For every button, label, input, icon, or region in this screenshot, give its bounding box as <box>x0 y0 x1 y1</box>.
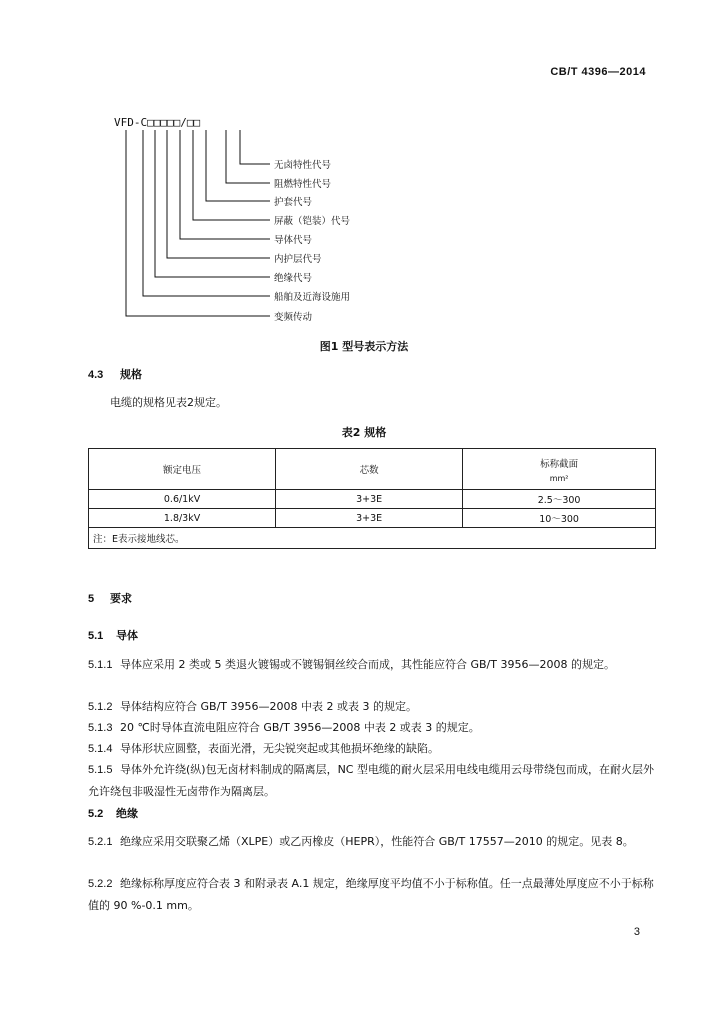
clause-text: 20 ℃时导体直流电阻应符合 GB/T 3956—2008 中表 2 或表 3 的规定。 <box>120 721 480 734</box>
section-title: 要求 <box>110 592 132 605</box>
cell-voltage: 0.6/1kV <box>89 490 276 509</box>
legend-variable-frequency: 变频传动 <box>274 312 313 323</box>
model-code-bracket-diagram <box>0 0 728 340</box>
legend-shield-armour: 屏蔽（铠装）代号 <box>274 216 351 227</box>
header-cores: 芯数 <box>276 449 463 490</box>
figure-caption: 图1 型号表示方法 <box>319 340 409 353</box>
section-heading-5-1 <box>88 627 138 643</box>
clause-number: 5.1.4 <box>88 743 113 755</box>
clause-5-1-5 <box>88 759 658 802</box>
cell-cores: 3+3E <box>276 490 463 509</box>
section-number: 5.2 <box>88 808 104 820</box>
section-heading-5-2 <box>88 805 138 821</box>
table-header-row <box>89 449 656 490</box>
clause-5-2-1 <box>88 831 658 853</box>
bracket-line-1 <box>240 130 270 164</box>
clause-number: 5.1.3 <box>88 722 113 734</box>
model-code: VFD-C□□□□□/□□ <box>114 116 201 129</box>
legend-inner-sheath: 内护层代号 <box>274 254 322 265</box>
standard-number: CB/T 4396—2014 <box>550 66 646 78</box>
cell-section: 10～300 <box>463 509 656 528</box>
table-note: 注：E表示接地线芯。 <box>89 528 656 549</box>
legend-conductor: 导体代号 <box>274 235 313 246</box>
cell-voltage: 1.8/3kV <box>89 509 276 528</box>
header-section-unit: mm² <box>549 473 569 483</box>
table-caption: 表2 规格 <box>341 426 387 439</box>
header-rated-voltage: 额定电压 <box>89 449 276 490</box>
clause-5-1-1 <box>88 654 658 676</box>
clause-text: 绝缘标称厚度应符合表 3 和附录表 A.1 规定，绝缘厚度平均值不小于标称值。任一点最薄处厚度应不小于标称值的 90 %-0.1 mm。 <box>88 877 654 912</box>
page-number: 3 <box>633 926 640 938</box>
legend-halogen-free: 无卤特性代号 <box>274 160 332 171</box>
section-title: 绝缘 <box>116 807 138 820</box>
clause-number: 5.1.5 <box>88 764 113 776</box>
table-row <box>89 509 656 528</box>
clause-number: 5.2.1 <box>88 836 113 848</box>
clause-number: 5.1.2 <box>88 701 113 713</box>
legend-flame-retardant: 阻燃特性代号 <box>274 179 332 190</box>
header-nominal-section <box>463 449 656 490</box>
bracket-line-3 <box>206 130 270 201</box>
clause-5-1-4 <box>88 738 658 760</box>
section-title: 导体 <box>116 629 138 642</box>
section-title: 规格 <box>120 368 142 381</box>
bracket-line-4 <box>193 130 270 220</box>
section-number: 5.1 <box>88 630 104 642</box>
clause-number: 5.2.2 <box>88 878 113 890</box>
cell-section: 2.5～300 <box>463 490 656 509</box>
section-number: 4.3 <box>88 369 104 381</box>
table-row <box>89 490 656 509</box>
clause-text: 导体外允许绕(纵)包无卤材料制成的隔离层，NC 型电缆的耐火层采用电线电缆用云母带绕包而成，在耐火层外允许绕包非吸湿性无卤带作为隔离层。 <box>88 763 654 798</box>
cell-cores: 3+3E <box>276 509 463 528</box>
clause-number: 5.1.1 <box>88 659 113 671</box>
header-section-label: 标称截面 <box>540 458 579 470</box>
bracket-line-2 <box>226 130 270 183</box>
table-note-row <box>89 528 656 549</box>
section-number: 5 <box>88 593 95 605</box>
bracket-line-7 <box>155 130 270 277</box>
clause-text: 导体应采用 2 类或 5 类退火镀锡或不镀锡铜丝绞合而成，其性能应符合 GB/T 3956—2008 的规定。 <box>120 658 615 671</box>
section-heading-4-3 <box>88 366 142 382</box>
legend-marine-use: 船舶及近海设施用 <box>274 292 351 303</box>
legend-sheath: 护套代号 <box>274 197 313 208</box>
bracket-line-9 <box>126 130 270 316</box>
clause-text: 绝缘应采用交联聚乙烯（XLPE）或乙丙橡皮（HEPR），性能符合 GB/T 17557—2010 的规定。见表 8。 <box>120 835 634 848</box>
spec-table <box>88 448 656 549</box>
section-4-3-text: 电缆的规格见表2规定。 <box>110 396 227 409</box>
clause-5-2-2 <box>88 873 658 916</box>
clause-text: 导体结构应符合 GB/T 3956—2008 中表 2 或表 3 的规定。 <box>120 700 417 713</box>
clause-text: 导体形状应圆整，表面光滑，无尖锐突起或其他损坏绝缘的缺陷。 <box>120 742 439 755</box>
clause-5-1-3 <box>88 717 658 739</box>
legend-insulation: 绝缘代号 <box>274 273 313 284</box>
section-heading-5 <box>88 590 132 606</box>
clause-5-1-2 <box>88 696 658 718</box>
